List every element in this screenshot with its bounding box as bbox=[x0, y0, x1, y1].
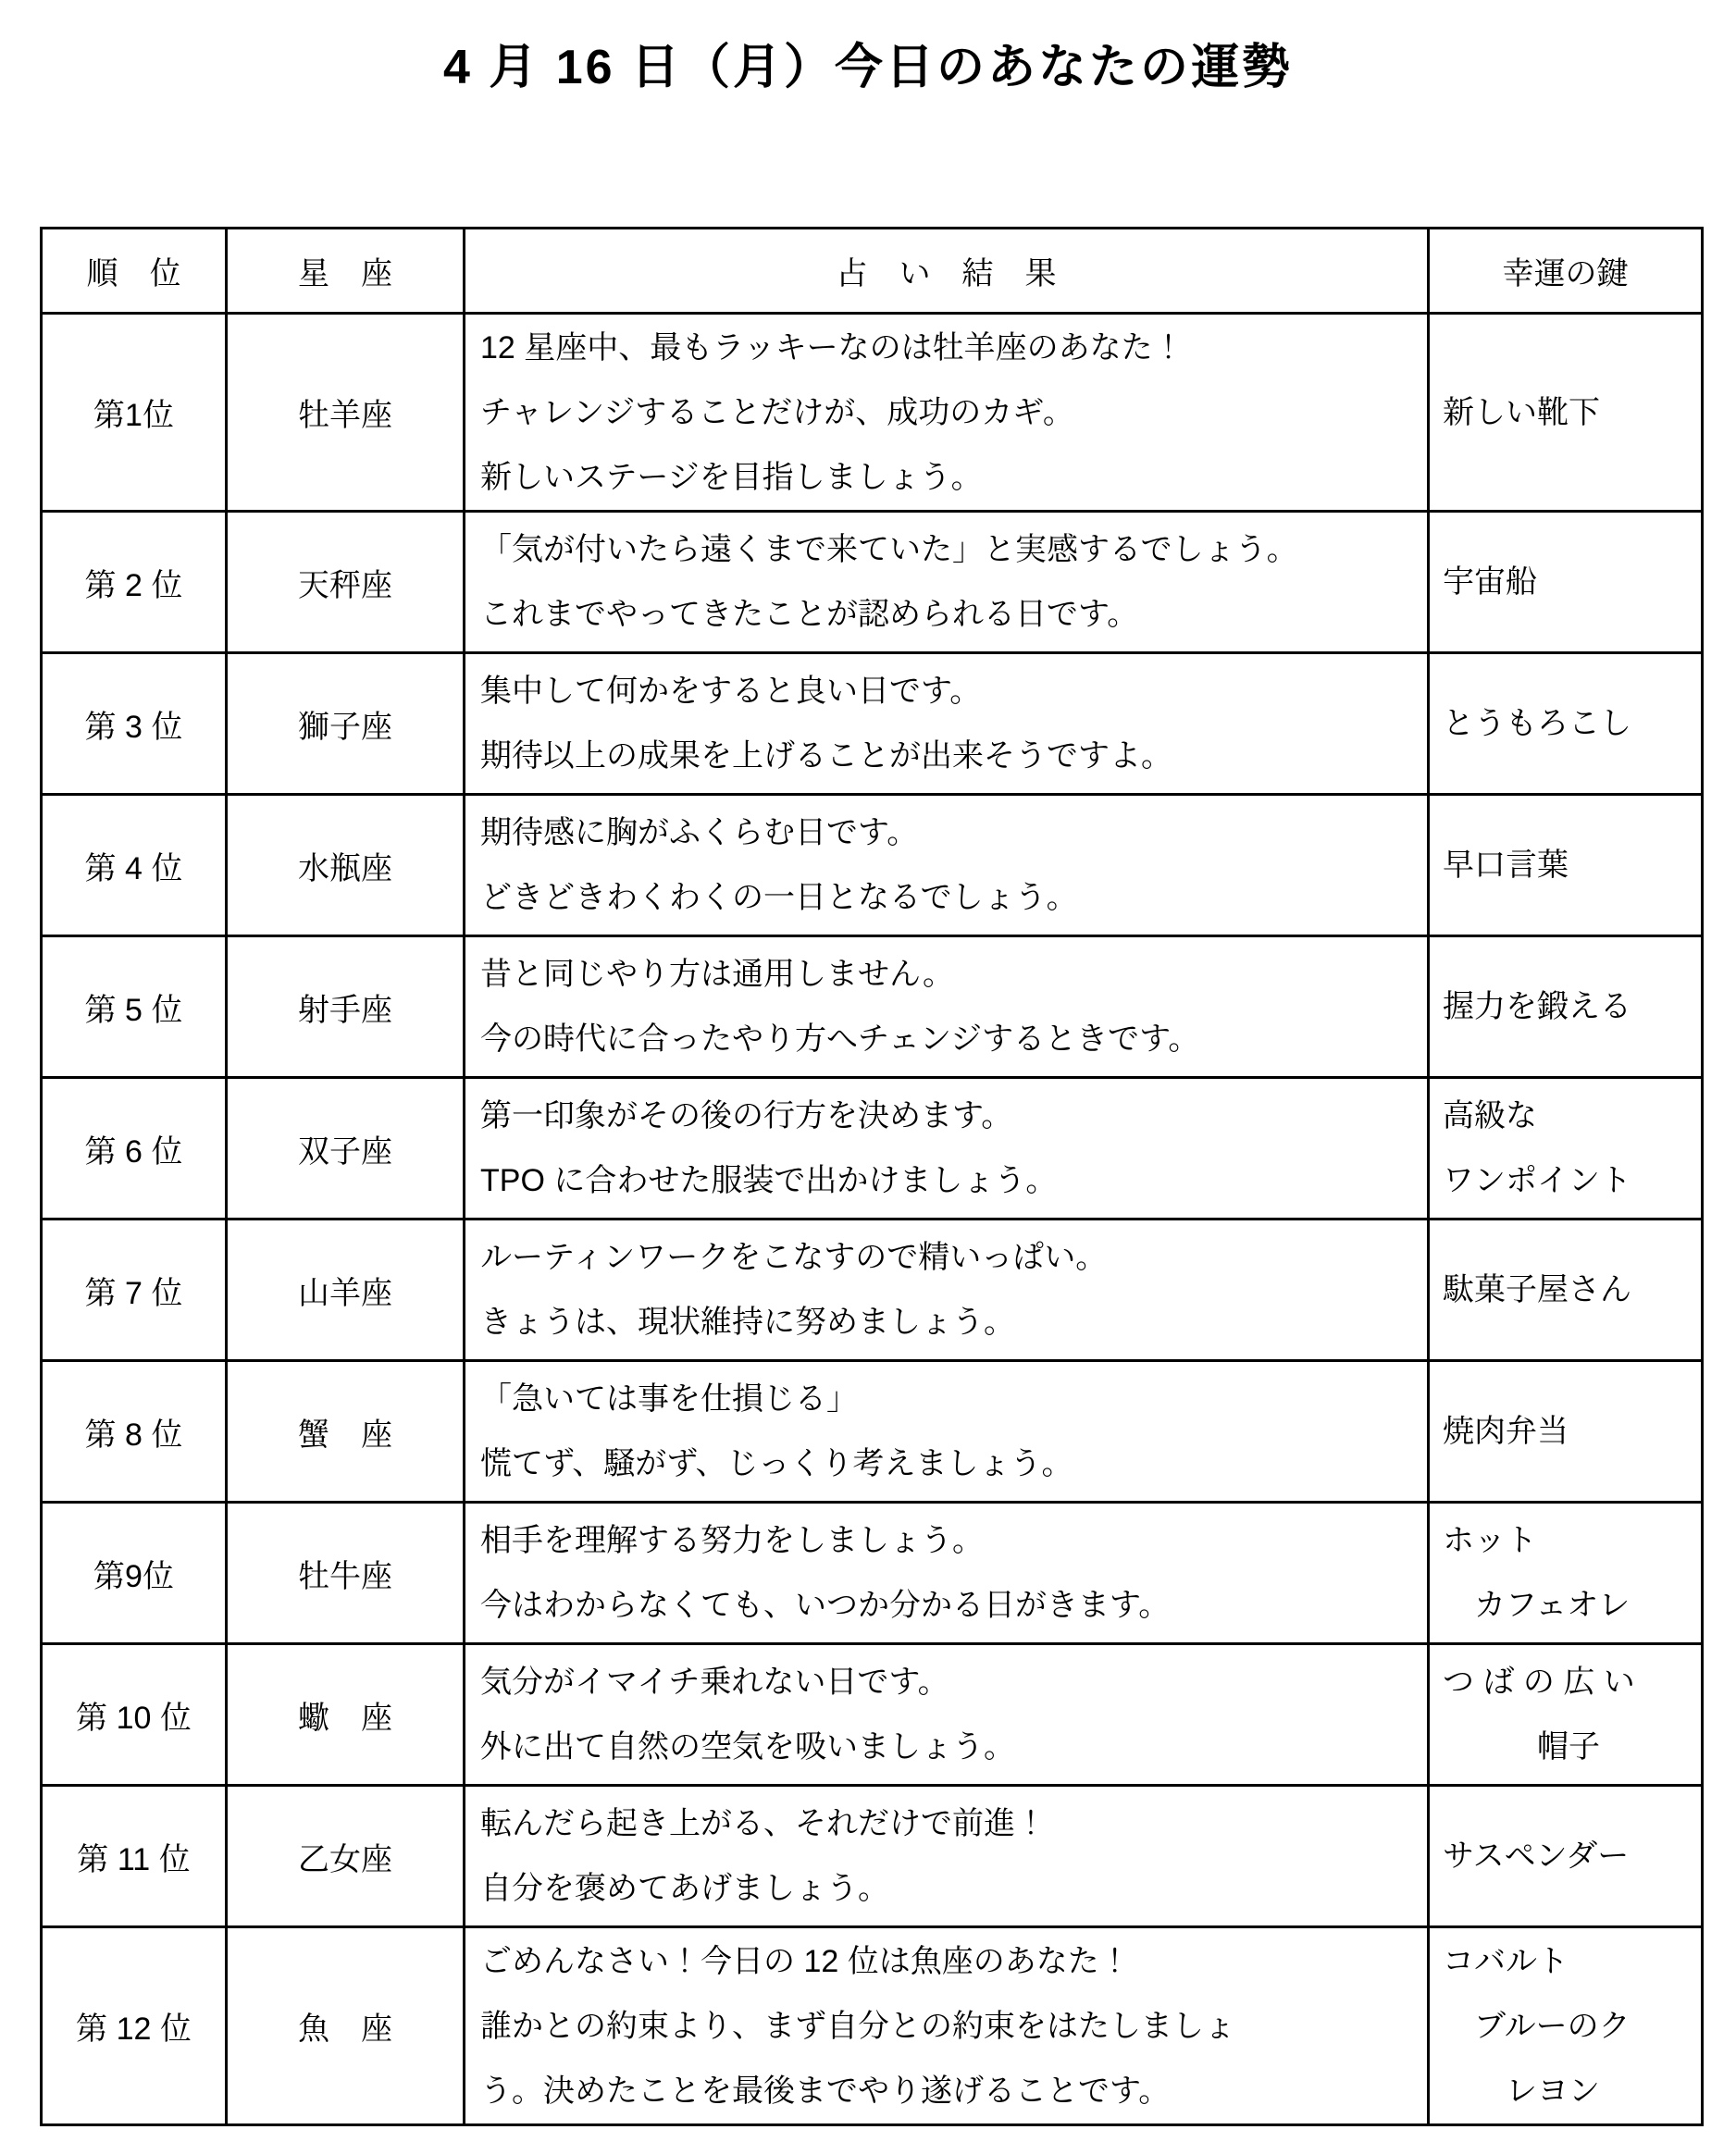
lucky-key-line: コバルト bbox=[1443, 1943, 1569, 1979]
fortune-line: 今はわからなくても、いつか分かる日がきます。 bbox=[480, 1588, 1171, 1623]
fortune-line: TPO に合わせた服装で出かけましょう。 bbox=[480, 1163, 1058, 1198]
lucky-key-cell bbox=[1429, 1644, 1703, 1786]
fortune-result-cell bbox=[465, 1361, 1429, 1503]
zodiac-sign-cell: 乙女座 bbox=[227, 1786, 465, 1927]
fortune-result-cell bbox=[465, 1220, 1429, 1361]
table-row bbox=[42, 1786, 1703, 1927]
header-fortune: 占 い 結 果 bbox=[465, 229, 1429, 314]
zodiac-sign-cell: 牡牛座 bbox=[227, 1503, 465, 1644]
fortune-line: 相手を理解する努力をしましょう。 bbox=[480, 1523, 984, 1558]
table-row bbox=[42, 314, 1703, 512]
lucky-key-line: 帽子 bbox=[1443, 1729, 1600, 1764]
rank-cell: 第 12 位 bbox=[42, 1927, 227, 2125]
rank-cell: 第 8 位 bbox=[42, 1361, 227, 1503]
header-row bbox=[42, 229, 1703, 314]
lucky-key-line: ブルーのク bbox=[1443, 2008, 1631, 2044]
lucky-key-line: サスペンダー bbox=[1443, 1839, 1630, 1874]
zodiac-sign-cell: 魚 座 bbox=[227, 1927, 465, 2125]
table-row bbox=[42, 1503, 1703, 1644]
table-row bbox=[42, 1361, 1703, 1503]
fortune-table bbox=[40, 227, 1704, 2126]
rank-cell: 第 10 位 bbox=[42, 1644, 227, 1786]
fortune-line: 12 星座中、最もラッキーなのは牡羊座のあなた！ bbox=[480, 329, 1184, 365]
table-row bbox=[42, 795, 1703, 936]
lucky-key-cell bbox=[1429, 936, 1703, 1078]
rank-cell: 第 6 位 bbox=[42, 1078, 227, 1220]
table-header bbox=[42, 229, 1703, 314]
header-rank: 順 位 bbox=[42, 229, 227, 314]
rank-cell: 第 5 位 bbox=[42, 936, 227, 1078]
zodiac-sign-cell: 牡羊座 bbox=[227, 314, 465, 512]
lucky-key-line: ワンポイント bbox=[1443, 1163, 1631, 1198]
rank-cell: 第 3 位 bbox=[42, 653, 227, 795]
table-row bbox=[42, 1927, 1703, 2125]
page-title: 4 月 16 日（月）今日のあなたの運勢 bbox=[442, 41, 1294, 94]
fortune-line: 今の時代に合ったやり方へチェンジするときです。 bbox=[480, 1021, 1200, 1057]
zodiac-sign-cell: 獅子座 bbox=[227, 653, 465, 795]
fortune-line: 「気が付いたら遠くまで来ていた」と実感するでしょう。 bbox=[480, 532, 1298, 567]
lucky-key-cell bbox=[1429, 653, 1703, 795]
zodiac-sign-cell: 山羊座 bbox=[227, 1220, 465, 1361]
fortune-result-cell bbox=[465, 795, 1429, 936]
table-row bbox=[42, 1220, 1703, 1361]
fortune-line: 転んだら起き上がる、それだけで前進！ bbox=[480, 1806, 1047, 1841]
zodiac-sign-cell: 双子座 bbox=[227, 1078, 465, 1220]
lucky-key-line: 焼肉弁当 bbox=[1443, 1414, 1569, 1449]
lucky-key-line: 高級な bbox=[1443, 1098, 1537, 1133]
rank-cell: 第 4 位 bbox=[42, 795, 227, 936]
fortune-line: 誰かとの約束より、まず自分との約束をはたしましょ bbox=[480, 2008, 1235, 2044]
table-row bbox=[42, 512, 1703, 653]
lucky-key-line: ホット bbox=[1443, 1523, 1537, 1558]
fortune-line: ごめんなさい！今日の 12 位は魚座のあなた！ bbox=[480, 1943, 1131, 1979]
zodiac-sign-cell: 蠍 座 bbox=[227, 1644, 465, 1786]
lucky-key-line: 駄菓子屋さん bbox=[1443, 1272, 1631, 1307]
table-row bbox=[42, 1644, 1703, 1786]
fortune-line: う。決めたことを最後までやり遂げることです。 bbox=[480, 2073, 1171, 2109]
zodiac-sign-cell: 射手座 bbox=[227, 936, 465, 1078]
zodiac-sign-cell: 天秤座 bbox=[227, 512, 465, 653]
fortune-result-cell bbox=[465, 1078, 1429, 1220]
fortune-result-cell bbox=[465, 936, 1429, 1078]
lucky-key-cell bbox=[1429, 795, 1703, 936]
rank-cell: 第9位 bbox=[42, 1503, 227, 1644]
rank-cell: 第 7 位 bbox=[42, 1220, 227, 1361]
table-row bbox=[42, 936, 1703, 1078]
lucky-key-cell bbox=[1429, 1078, 1703, 1220]
fortune-result-cell bbox=[465, 1927, 1429, 2125]
lucky-key-line: 宇宙船 bbox=[1443, 564, 1537, 600]
lucky-key-line: とうもろこし bbox=[1443, 706, 1631, 741]
fortune-result-cell bbox=[465, 314, 1429, 512]
lucky-key-line: つ ば の 広 い bbox=[1443, 1665, 1635, 1700]
zodiac-sign-cell: 水瓶座 bbox=[227, 795, 465, 936]
table-row bbox=[42, 653, 1703, 795]
lucky-key-cell bbox=[1429, 1503, 1703, 1644]
fortune-line: これまでやってきたことが認められる日です。 bbox=[480, 597, 1139, 632]
header-lucky-key: 幸運の鍵 bbox=[1429, 229, 1703, 314]
fortune-line: ルーティンワークをこなすので精いっぱい。 bbox=[480, 1240, 1108, 1275]
fortune-line: 第一印象がその後の行方を決めます。 bbox=[480, 1098, 1013, 1133]
rank-cell: 第 11 位 bbox=[42, 1786, 227, 1927]
fortune-result-cell bbox=[465, 1786, 1429, 1927]
rank-cell: 第1位 bbox=[42, 314, 227, 512]
table-body bbox=[42, 314, 1703, 2125]
lucky-key-cell bbox=[1429, 1361, 1703, 1503]
fortune-line: 「急いては事を仕損じる」 bbox=[480, 1381, 858, 1417]
fortune-line: どきどきわくわくの一日となるでしょう。 bbox=[480, 880, 1078, 915]
fortune-line: 気分がイマイチ乗れない日です。 bbox=[480, 1665, 949, 1700]
fortune-line: 自分を褒めてあげましょう。 bbox=[480, 1871, 889, 1906]
fortune-result-cell bbox=[465, 653, 1429, 795]
fortune-line: チャレンジすることだけが、成功のカギ。 bbox=[480, 394, 1074, 430]
fortune-line: 新しいステージを目指しましょう。 bbox=[480, 459, 983, 495]
lucky-key-line: レヨン bbox=[1443, 2073, 1600, 2109]
lucky-key-line: カフェオレ bbox=[1443, 1588, 1631, 1623]
lucky-key-line: 握力を鍛える bbox=[1443, 989, 1631, 1024]
fortune-line: 集中して何かをすると良い日です。 bbox=[480, 674, 982, 709]
fortune-line: 昔と同じやり方は通用しません。 bbox=[480, 957, 955, 992]
fortune-result-cell bbox=[465, 512, 1429, 653]
lucky-key-line: 新しい靴下 bbox=[1443, 394, 1600, 430]
lucky-key-cell bbox=[1429, 1927, 1703, 2125]
lucky-key-cell bbox=[1429, 1786, 1703, 1927]
fortune-line: 期待感に胸がふくらむ日です。 bbox=[480, 815, 919, 850]
fortune-result-cell bbox=[465, 1644, 1429, 1786]
fortune-result-cell bbox=[465, 1503, 1429, 1644]
zodiac-sign-cell: 蟹 座 bbox=[227, 1361, 465, 1503]
table-row bbox=[42, 1078, 1703, 1220]
lucky-key-cell bbox=[1429, 1220, 1703, 1361]
fortune-line: きょうは、現状維持に努めましょう。 bbox=[480, 1305, 1015, 1340]
lucky-key-cell bbox=[1429, 512, 1703, 653]
header-sign: 星 座 bbox=[227, 229, 465, 314]
lucky-key-cell bbox=[1429, 314, 1703, 512]
lucky-key-line: 早口言葉 bbox=[1443, 848, 1569, 883]
fortune-line: 慌てず、騒がず、じっくり考えましょう。 bbox=[480, 1446, 1073, 1481]
fortune-line: 外に出て自然の空気を吸いましょう。 bbox=[480, 1729, 1015, 1764]
fortune-line: 期待以上の成果を上げることが出来そうですよ。 bbox=[480, 738, 1172, 774]
rank-cell: 第 2 位 bbox=[42, 512, 227, 653]
